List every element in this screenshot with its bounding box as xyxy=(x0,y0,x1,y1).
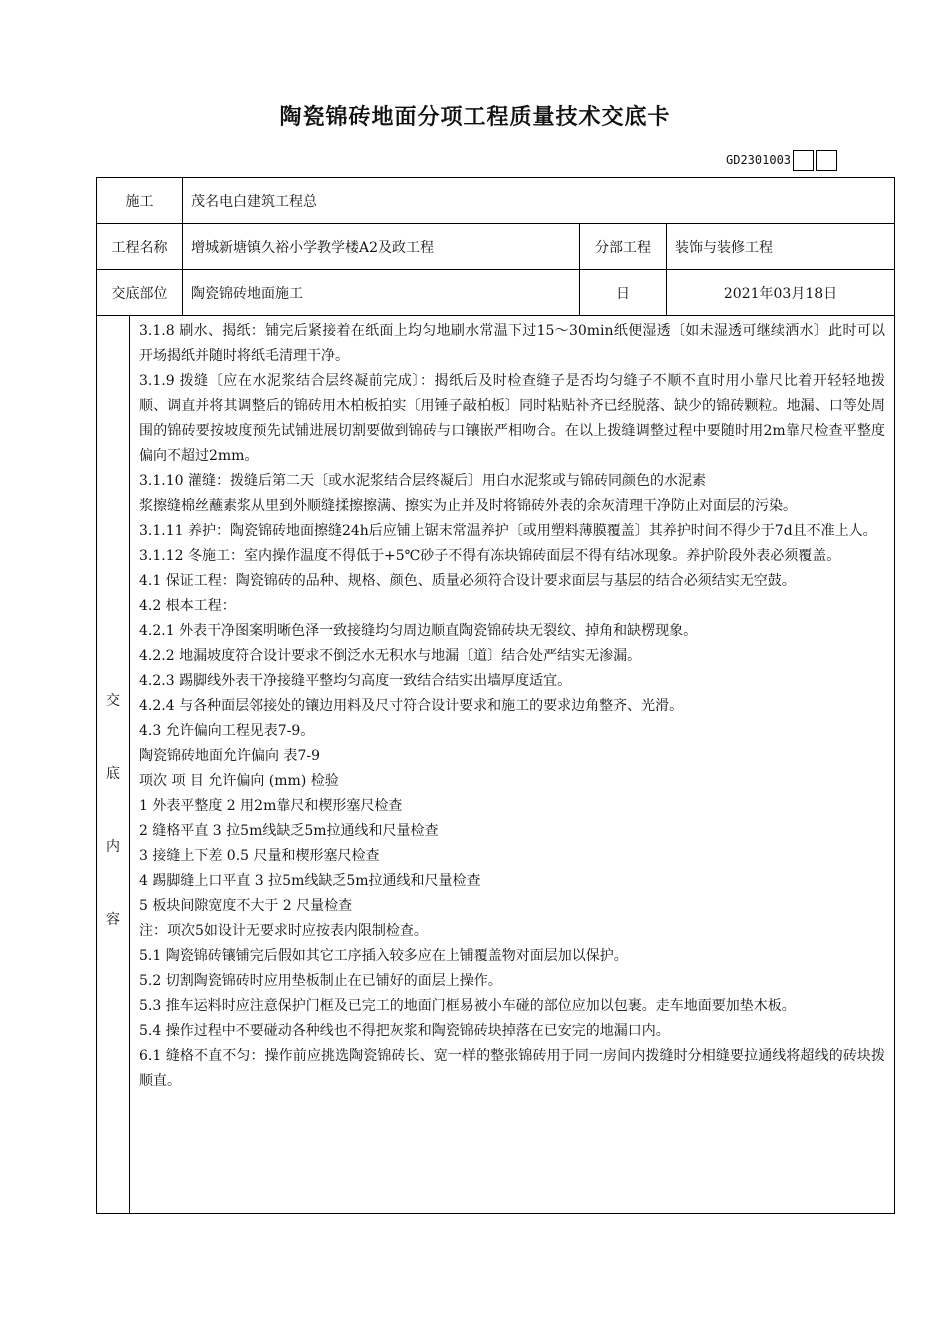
location-label: 交底部位 xyxy=(97,270,183,316)
content-paragraph: 3.1.8 刷水、揭纸：铺完后紧接着在纸面上均匀地刷水常温下过15～30min纸便湿透〔如未湿透可继续洒水〕此时可以开场揭纸并随时将纸毛清理干净。 xyxy=(139,323,886,364)
content-paragraph: 4.2 根本工程： xyxy=(139,598,236,614)
content-paragraph: 3.1.12 冬施工：室内操作温度不得低于+5℃砂子不得有冻块锦砖面层不得有结冰现象。养护阶段外表必须覆盖。 xyxy=(139,548,841,564)
content-paragraph: 4.2.1 外表干净图案明晰色泽一致接缝均匀周边顺直陶瓷锦砖块无裂纹、掉角和缺楞现象。 xyxy=(139,623,698,639)
document-title: 陶瓷锦砖地面分项工程质量技术交底卡 xyxy=(279,104,671,130)
row-project xyxy=(97,224,895,270)
construction-value: 茂名电白建筑工程总 xyxy=(183,178,895,224)
date-label: 日 xyxy=(580,270,667,316)
project-value: 增城新塘镇久裕小学教学楼A2及政工程 xyxy=(183,224,580,270)
content-paragraph: 4.2.2 地漏坡度符合设计要求不倒泛水无积水与地漏〔道〕结合处严结实无渗漏。 xyxy=(139,648,642,664)
doc-code: GD2301003 xyxy=(726,153,792,167)
construction-label: 施工 xyxy=(97,178,183,224)
content-paragraph: 5.1 陶瓷锦砖镶铺完后假如其它工序插入较多应在上铺覆盖物对面层加以保护。 xyxy=(139,948,628,964)
content-paragraph: 5.3 推车运料时应注意保护门框及已完工的地面门框易被小车碰的部位应加以包裹。走车地面要加垫木板。 xyxy=(139,998,796,1014)
side-char: 容 xyxy=(106,912,120,928)
content-paragraph: 4.3 允许偏向工程见表7-9。 xyxy=(139,723,315,739)
project-label: 工程名称 xyxy=(97,224,183,270)
content-paragraph: 5.4 操作过程中不要碰动各种线也不得把灰浆和陶瓷锦砖块掉落在已安完的地漏口内。 xyxy=(139,1023,670,1039)
content-paragraph: 3.1.10 灌缝：拨缝后第二天〔或水泥浆结合层终凝后〕用白水泥浆或与锦砖同颜色的水泥素 xyxy=(139,473,706,489)
content-paragraph: 4.2.4 与各种面层邻接处的镶边用料及尺寸符合设计要求和施工的要求边角整齐、光滑。 xyxy=(139,698,684,714)
content-paragraph: 5 板块间隙宽度不大于 2 尺量检查 xyxy=(139,898,353,914)
subproject-label: 分部工程 xyxy=(580,224,667,270)
subproject-value: 装饰与装修工程 xyxy=(667,224,895,270)
side-char: 内 xyxy=(106,839,120,855)
content-paragraph: 陶瓷锦砖地面允许偏向 表7-9 xyxy=(139,748,320,764)
location-value: 陶瓷锦砖地面施工 xyxy=(183,270,580,316)
content-paragraph: 4 踢脚缝上口平直 3 拉5m线缺乏5m拉通线和尺量检查 xyxy=(139,873,481,889)
row-construction xyxy=(97,178,895,224)
content-paragraph: 4.1 保证工程：陶瓷锦砖的品种、规格、颜色、质量必须符合设计要求面层与基层的结合必须结实无空鼓。 xyxy=(139,573,796,589)
content-paragraph: 3.1.11 养护：陶瓷锦砖地面擦缝24h后应铺上锯末常温养护〔或用塑料薄膜覆盖〕其养护时间不得少于7d且不准上人。 xyxy=(139,523,877,539)
side-char: 交 xyxy=(106,693,120,709)
content-side-label xyxy=(97,316,130,1213)
content-paragraph: 注：项次5如设计无要求时应按表内限制检查。 xyxy=(139,923,428,939)
content-paragraph: 3 接缝上下差 0.5 尺量和楔形塞尺检查 xyxy=(139,848,380,864)
disclosure-card-table xyxy=(96,177,895,1214)
content-paragraph: 项次 项 目 允许偏向 (mm) 检验 xyxy=(139,773,339,789)
content-paragraph: 3.1.9 拨缝〔应在水泥浆结合层终凝前完成〕：揭纸后及时检查缝子是否均匀缝子不顺不直时用小靠尺比着开轻轻地拨顺、调直并将其调整后的锦砖用木柏板拍实〔用锤子敲柏板〕同时粘贴补齐已经脱落、缺少的锦砖颗粒。地漏、口等处周围的锦砖要按坡度预先试铺进展切割要做到锦砖与口镶嵌严相吻合。在以上拨缝调整过程中要随时用2m靠尺检查平整度偏向不超过2mm。 xyxy=(139,373,886,464)
content-paragraph: 1 外表平整度 2 用2m靠尺和楔形塞尺检查 xyxy=(139,798,403,814)
doc-code-row xyxy=(726,148,837,172)
row-location xyxy=(97,270,895,316)
side-char: 底 xyxy=(106,766,120,782)
code-box-2 xyxy=(816,150,837,171)
content-body xyxy=(130,316,894,1213)
content-paragraph: 5.2 切割陶瓷锦砖时应用垫板制止在已铺好的面层上操作。 xyxy=(139,973,502,989)
content-paragraph: 浆擦缝棉丝蘸素浆从里到外顺缝揉擦擦满、擦实为止并及时将锦砖外表的余灰清理干净防止对面层的污染。 xyxy=(139,498,797,514)
content-paragraph: 4.2.3 踢脚线外表干净接缝平整均匀高度一致结合结实出墙厚度适宜。 xyxy=(139,673,572,689)
code-box-1 xyxy=(793,150,814,171)
content-paragraph: 6.1 缝格不直不匀：操作前应挑选陶瓷锦砖长、宽一样的整张锦砖用于同一房间内拨缝时分相缝要拉通线将超线的砖块拨顺直。 xyxy=(139,1048,886,1089)
content-paragraph: 2 缝格平直 3 拉5m线缺乏5m拉通线和尺量检查 xyxy=(139,823,439,839)
date-value: 2021年03月18日 xyxy=(667,270,895,316)
row-content xyxy=(97,316,895,1214)
